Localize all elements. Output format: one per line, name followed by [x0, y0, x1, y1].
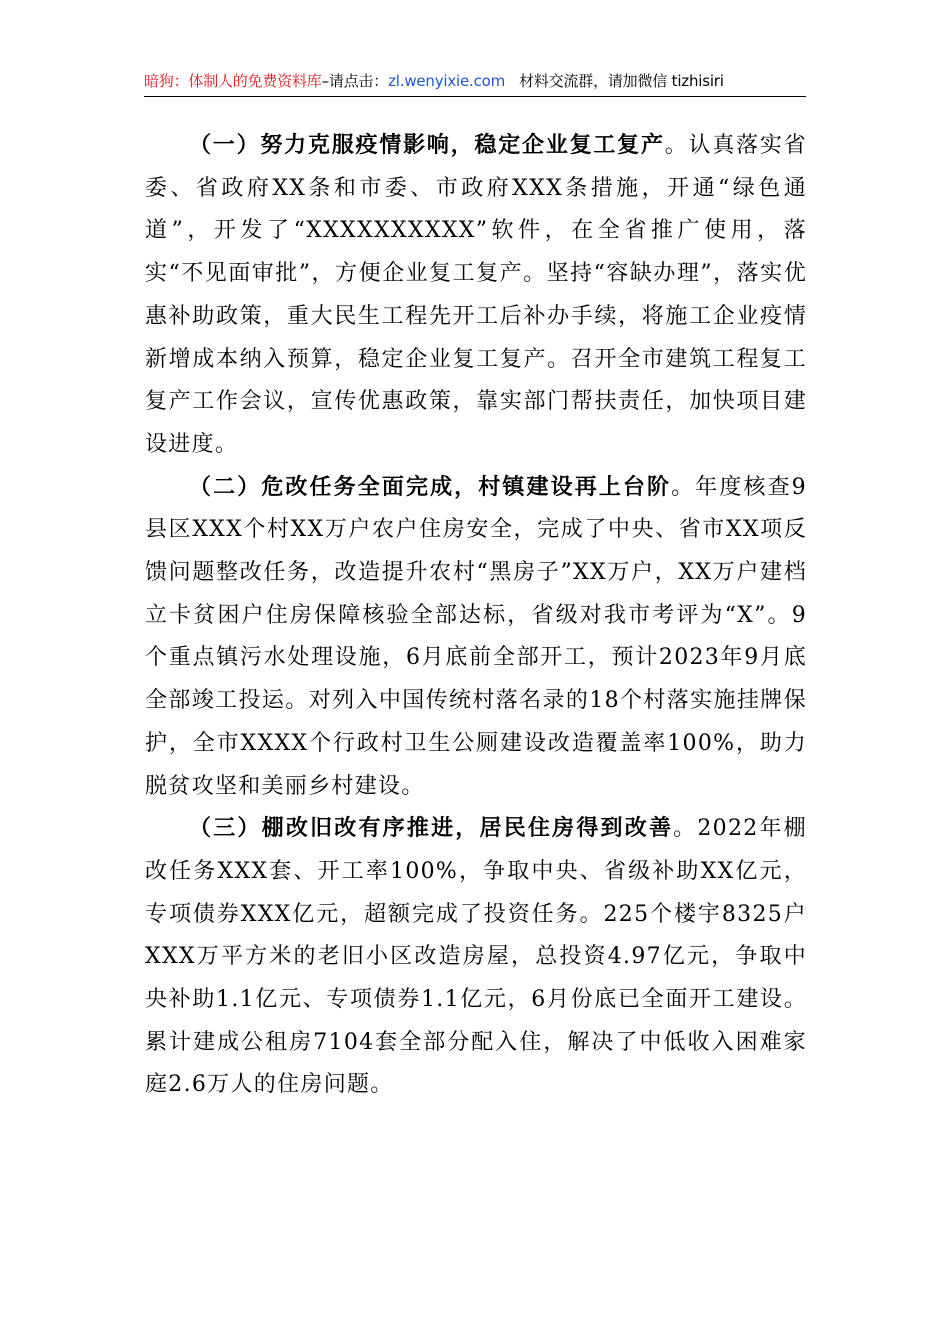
section-2-body: 。年度核查9县区XXX个村XX万户农户住房安全，完成了中央、省市XX项反馈问题整改任务，改造提升农村“黑房子”XX万户，XX万户建档立卡贫困户住房保障核验全部达标，省级对我市考评为“X”。9个重点镇污水处理设施，6月底前全部开工，预计2023年9月底全部竣工投运。对列入中国传统村落名录的18个村落实施挂牌保护，全市XXXX个行政村卫生公厕建设改造覆盖率100%，助力脱贫攻坚和美丽乡村建设。 — [145, 474, 807, 799]
section-1-body: 。认真落实省委、省政府XX条和市委、市政府XXX条措施，开通“绿色通道”，开发了“XXXXXXXXXX”软件，在全省推广使用，落实“不见面审批”，方便企业复工复产。坚持“容缺办理”，落实优惠补助政策，重大民生工程先开工后补办手续，将施工企业疫情新增成本纳入预算，稳定企业复工复产。召开全市建筑工程复工复产工作会议，宣传优惠政策，靠实部门帮扶责任，加快项目建设进度。 — [145, 133, 807, 457]
section-2-heading: （二）危改任务全面完成，村镇建设再上台阶 — [189, 474, 672, 500]
header-brand: 暗狗：体制人的免费资料库 — [144, 72, 322, 90]
header-link[interactable]: zl.wenyixie.com — [388, 72, 506, 90]
section-3-body: 。2022年棚改任务XXX套、开工率100%，争取中央、省级补助XX亿元，专项债券XXX亿元，超额完成了投资任务。225个楼宇8325户XXX万平方米的老旧小区改造房屋，总投资4.97亿元，争取中央补助1.1亿元、专项债券1.1亿元，6月份底已全面开工建设。累计建成公租房7104套全部分配入住，解决了中低收入困难家庭2.6万人的住房问题。 — [145, 816, 807, 1098]
document-body — [145, 125, 807, 1107]
header-divider — [144, 96, 806, 97]
page-header — [144, 70, 806, 94]
section-1-heading: （一）努力克服疫情影响，稳定企业复工复产 — [189, 133, 665, 158]
header-group-text: 材料交流群，请加微信 tizhisiri — [519, 72, 724, 90]
section-1-paragraph — [145, 125, 807, 467]
section-3-heading: （三）棚改旧改有序推进，居民住房得到改善 — [189, 816, 674, 842]
header-click-prompt: –请点击： — [321, 72, 389, 90]
section-2-paragraph — [145, 467, 807, 809]
section-3-paragraph — [145, 808, 807, 1107]
